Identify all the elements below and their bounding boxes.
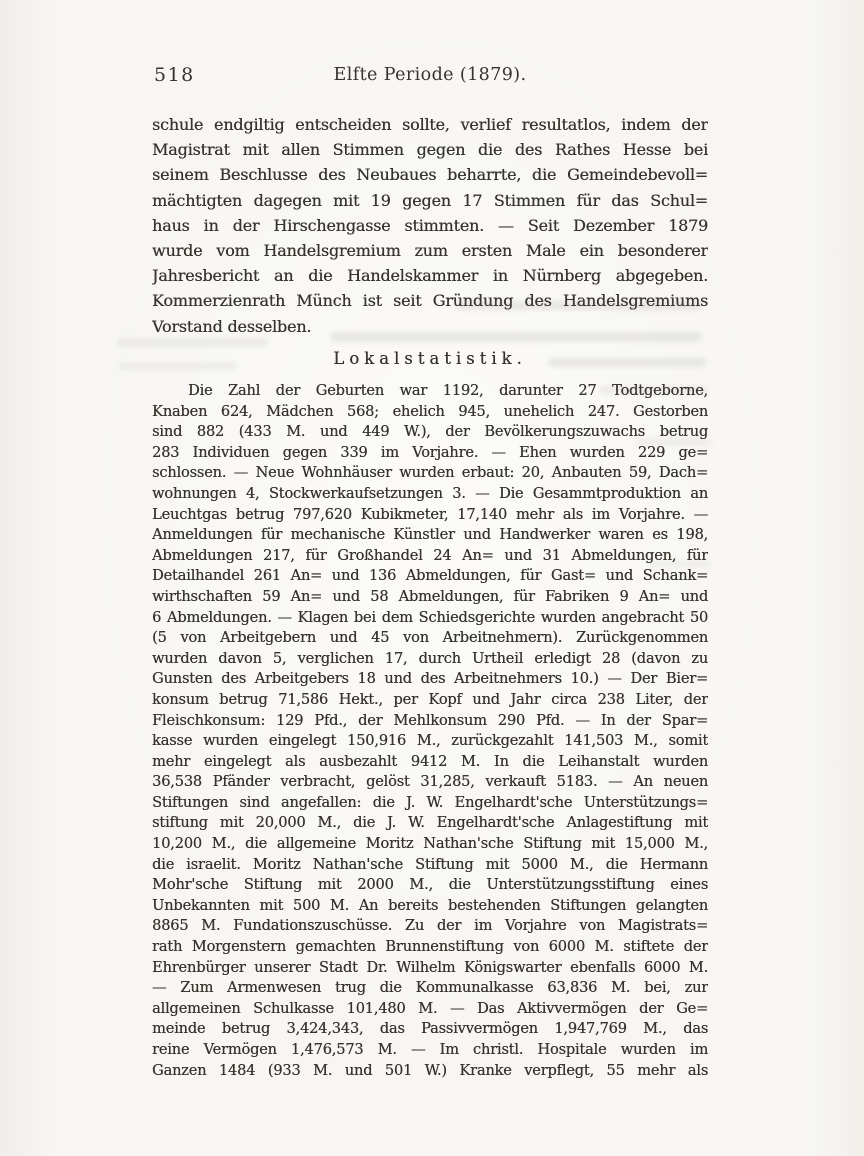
text-line: kasse wurden eingelegt 150,916 M., zurückgezahlt 141,503 M., somit <box>152 732 708 750</box>
text-line: Ganzen 1484 (933 M. und 501 W.) Kranke verpflegt, 55 mehr als <box>152 1061 708 1079</box>
text-line: Unbekannten mit 500 M. An bereits bestehenden Stiftungen gelangten <box>152 896 708 914</box>
text-line: 283 Individuen gegen 339 im Vorjahre. — Ehen wurden 229 ge= <box>152 443 708 461</box>
text-line: haus in der Hirschengasse stimmten. — Seit Dezember 1879 <box>152 215 708 235</box>
text-line: wurde vom Handelsgremium zum ersten Male ein besonderer <box>152 240 708 260</box>
running-head: Elfte Periode (1879). <box>333 65 527 85</box>
section-heading: Lokalstatistik. <box>333 349 527 368</box>
text-line: Leuchtgas betrug 797,620 Kubikmeter, 17,140 mehr als im Vorjahre. — <box>152 505 708 523</box>
text-line: Knaben 624, Mädchen 568; ehelich 945, unehelich 247. Gestorben <box>152 402 708 420</box>
page-header <box>152 64 708 92</box>
text-line: Gunsten des Arbeitgebers 18 und des Arbeitnehmers 10.) — Der Bier= <box>152 670 708 688</box>
text-line: 10,200 M., die allgemeine Moritz Nathan'sche Stiftung mit 15,000 M., <box>152 835 708 853</box>
text-line: allgemeinen Schulkasse 101,480 M. — Das Aktivvermögen der Ge= <box>152 999 708 1017</box>
text-line: — Zum Armenwesen trug die Kommunalkasse 63,836 M. bei, zur <box>152 979 708 997</box>
text-line: schule endgiltig entscheiden sollte, verlief resultatlos, indem der <box>152 115 708 134</box>
text-line: seinem Beschlusse des Neubaues beharrte, die Gemeindebevoll= <box>152 165 708 185</box>
text-line: Abmeldungen 217, für Großhandel 24 An= und 31 Abmeldungen, für <box>152 546 708 564</box>
text-line: Anmeldungen für mechanische Künstler und Handwerker waren es 198, <box>152 526 708 544</box>
text-line: mehr eingelegt als ausbezahlt 9412 M. In die Leihanstalt wurden <box>152 752 708 770</box>
text-line: Fleischkonsum: 129 Pfd., der Mehlkonsum 290 Pfd. — In der Spar= <box>152 711 708 729</box>
text-line: die israelit. Moritz Nathan'sche Stiftung mit 5000 M., die Hermann <box>152 855 708 873</box>
text-line: meinde betrug 3,424,343, das Passivvermögen 1,947,769 M., das <box>152 1020 708 1038</box>
text-line: Ehrenbürger unserer Stadt Dr. Wilhelm Königswarter ebenfalls 6000 M. <box>152 958 708 976</box>
text-line: Vorstand desselben. <box>152 316 312 336</box>
text-line: reine Vermögen 1,476,573 M. — Im christl. Hospitale wurden im <box>152 1041 708 1058</box>
text-line: konsum betrug 71,586 Hekt., per Kopf und Jahr circa 238 Liter, der <box>152 690 708 708</box>
text-line: wohnungen 4, Stockwerkaufsetzungen 3. — Die Gesammtproduktion an <box>152 484 708 502</box>
text-line: stiftung mit 20,000 M., die J. W. Engelhardt'sche Anlagestiftung mit <box>152 814 708 832</box>
text-line: 36,538 Pfänder verbracht, gelöst 31,285, verkauft 5183. — An neuen <box>152 773 708 791</box>
text-line: (5 von Arbeitgebern und 45 von Arbeitnehmern). Zurückgenommen <box>152 629 708 647</box>
bleedthrough-artifact <box>118 338 268 347</box>
text-line: Die Zahl der Geburten war 1192, darunter 27 Todtgeborne, <box>188 382 708 399</box>
text-line: schlossen. — Neue Wohnhäuser wurden erbaut: 20, Anbauten 59, Dach= <box>152 464 708 482</box>
text-line: Kommerzienrath Münch ist seit Gründung des Handelsgremiums <box>152 291 708 311</box>
text-line: 8865 M. Fundationszuschüsse. Zu der im Vorjahre von Magistrats= <box>152 917 708 935</box>
text-line: 6 Abmeldungen. — Klagen bei dem Schiedsgerichte wurden angebracht 50 <box>152 608 708 626</box>
text-line: wirthschaften 59 An= und 58 Abmeldungen, für Fabriken 9 An= und <box>152 587 708 605</box>
text-line: Mohr'sche Stiftung mit 2000 M., die Unterstützungsstiftung eines <box>152 876 708 894</box>
text-line: Detailhandel 261 An= und 136 Abmeldungen, für Gast= und Schank= <box>152 567 708 585</box>
text-line: mächtigten dagegen mit 19 gegen 17 Stimmen für das Schul= <box>152 190 708 210</box>
paragraph-continuation <box>152 112 708 339</box>
text-line: Stiftungen sind angefallen: die J. W. Engelhardt'sche Unterstützungs= <box>152 793 708 811</box>
paragraph-lokalstatistik <box>152 381 708 1081</box>
text-line: sind 882 (433 M. und 449 W.), der Bevölkerungszuwachs betrug <box>152 423 708 441</box>
text-line: Jahresbericht an die Handelskammer in Nürnberg abgegeben. <box>152 266 708 286</box>
text-line: rath Morgenstern gemachten Brunnenstiftung von 6000 M. stiftete der <box>152 938 708 956</box>
page-number: 518 <box>154 64 195 86</box>
text-line: wurden davon 5, verglichen 17, durch Urtheil erledigt 28 (davon zu <box>152 649 708 667</box>
text-line: Magistrat mit allen Stimmen gegen die des Rathes Hesse bei <box>152 140 708 160</box>
